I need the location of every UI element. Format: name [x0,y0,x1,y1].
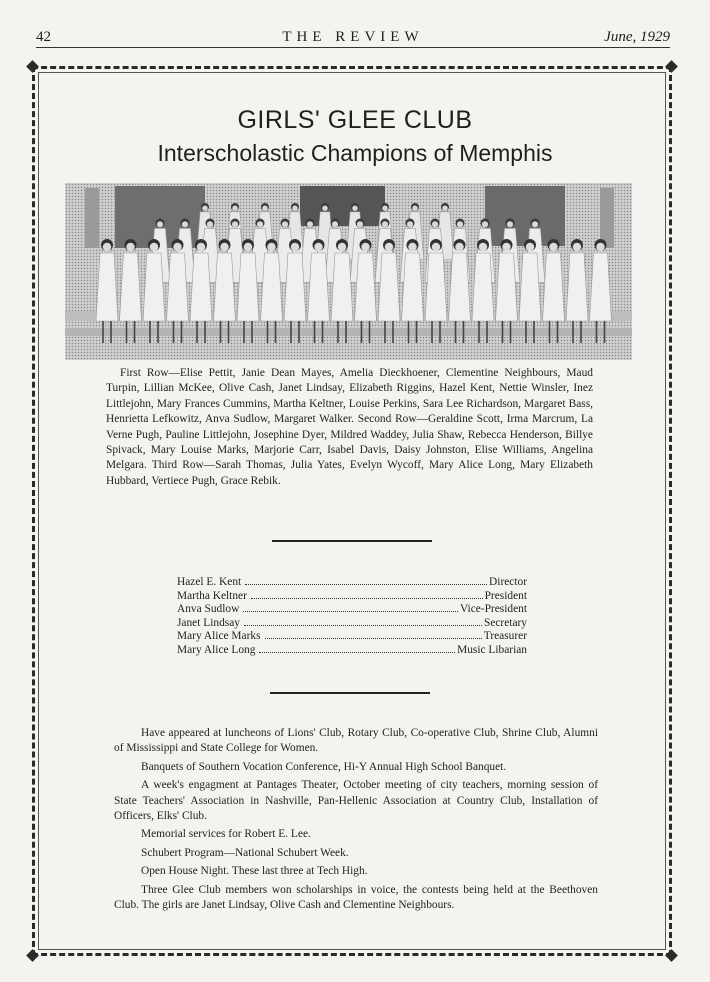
dot-leader [244,625,482,626]
officer-role: Treasurer [483,630,527,642]
running-header [36,27,670,49]
activity-paragraph: Open House Night. These last three at Tech High. [141,865,368,878]
dot-leader [259,652,455,653]
officer-row [177,630,527,644]
officer-role: Music Libarian [457,643,527,656]
activity-paragraph: Have appeared at luncheons of Lions' Club, Rotary Club, Co-operative Club, Shrine Club, Alumni of Mississippi and State College for Women. [114,727,598,755]
officer-row [177,644,527,658]
dot-leader [243,611,458,612]
person-figure [590,239,612,343]
officer-role: Secretary [483,616,527,629]
officer-row [177,603,527,617]
section-divider [270,692,430,694]
officer-role: Director [489,576,527,588]
dot-leader [251,598,483,599]
officer-name: Mary Alice Long [177,643,256,656]
activity-paragraph: Memorial services for Robert E. Lee. [141,828,311,841]
officer-row [177,590,527,604]
activity-paragraph: Three Glee Club members won scholarships in voice, the contests being held at the Beethoven Club. The girls are Janet Lindsay, Olive Cash and Clementine Neighbours. [114,883,598,912]
officer-name: Anva Sudlow [177,603,240,615]
officer-role: President [484,589,527,602]
page-title: GIRLS' GLEE CLUB [237,106,473,134]
photo-caption: First Row—Elise Pettit, Janie Dean Mayes, Amelia Dieckhoener, Clementine Neighbours, Maud Turpin, Lillian McKee, Olive Cash, Janet Lindsay, Elizabeth Riggins, Hazel Kent, Nettie Winsler, Inez Littlejohn, Mary Frances Cummins, Martha Keltner, Louise Perkins, Sara Lee Richardson, Margaret Bass, Henrietta Lefkowitz, Anva Sudlow, Margaret Walker. Second Row—Geraldine Scott, Irma Marcrum, La Verne Pugh, Pauline Littlejohn, Josephine Dyer, Mildred Waddey, Julia Shaw, Rebecca Henderson, Billye Spivack, Mary Louise Marks, Marjorie Carr, Isabel Davis, Daisy Johnston, Elise Williams, Angelina Melgara. Third Row—Sarah Thomas, Julia Yates, Evelyn Wycoff, Mary Alice Long, Mary Elizabeth Hubbard, Vertiece Pugh, Grace Rebik. [106,367,593,487]
group-photo-illustration [65,183,632,360]
dot-leader [245,584,487,585]
group-photo [65,183,632,360]
activities-text [114,726,598,916]
person-figure [120,239,142,343]
dot-leader [265,638,482,639]
person-figure [566,239,588,343]
officer-name: Hazel E. Kent [177,576,242,588]
officer-name: Janet Lindsay [177,616,240,629]
publication-title: THE REVIEW [282,29,424,45]
issue-date: June, 1929 [604,29,670,45]
activity-paragraph: A week's engagment at Pantages Theater, October meeting of city teachers, morning session of State Teachers' Association in Nashville, Pan-Hellenic Association at Country Club, Installation of Officers, Elks' Club. [114,779,598,823]
header-rule [36,47,670,48]
person-figure [96,239,118,343]
page-number: 42 [36,29,51,45]
officers-list [177,576,527,657]
person-figure [543,239,565,343]
officer-row [177,576,527,590]
officer-role: Vice-President [459,603,527,615]
activity-paragraph: Banquets of Southern Vocation Conference, Hi-Y Annual High School Banquet. [141,760,507,773]
officer-row [177,617,527,631]
section-divider [272,540,432,542]
page-subtitle: Interscholastic Champions of Memphis [157,140,553,166]
officer-name: Mary Alice Marks [177,630,261,642]
activity-paragraph: Schubert Program—National Schubert Week. [141,846,349,859]
officer-name: Martha Keltner [177,589,247,602]
